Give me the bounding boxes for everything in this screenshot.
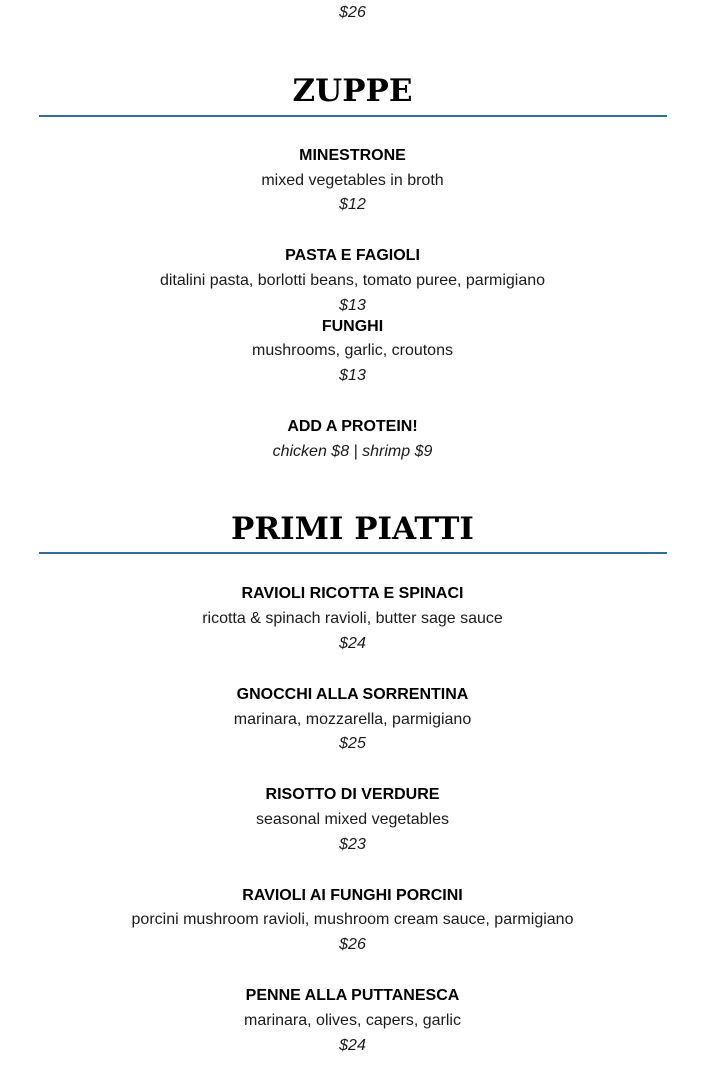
item-name: GNOCCHI ALLA SORRENTINA: [236, 686, 469, 703]
item-price: $13: [339, 297, 366, 314]
item-name: RAVIOLI RICOTTA E SPINACI: [241, 585, 464, 602]
item-description: ditalini pasta, borlotti beans, tomato puree, parmigiano: [159, 272, 546, 289]
item-price: $23: [339, 836, 366, 853]
item-description: ricotta & spinach ravioli, butter sage sauce: [202, 610, 503, 627]
item-price: $25: [339, 735, 366, 752]
item-price: $24: [339, 1037, 366, 1054]
item-name: PENNE ALLA PUTTANESCA: [245, 987, 460, 1004]
item-price: $24: [339, 635, 366, 652]
item-description: seasonal mixed vegetables: [255, 811, 449, 828]
item-name: ADD A PROTEIN!: [287, 418, 418, 435]
item-name: MINESTRONE: [299, 147, 406, 164]
item-description: mushrooms, garlic, croutons: [252, 342, 453, 359]
item-name: PASTA E FAGIOLI: [285, 247, 420, 264]
protein-options-note: chicken $8 | shrimp $9: [272, 443, 433, 460]
section-divider-zuppe: [39, 115, 667, 117]
item-name: FUNGHI: [321, 318, 384, 335]
item-price: $13: [339, 367, 366, 384]
item-description: porcini mushroom ravioli, mushroom cream sauce, parmigiano: [131, 911, 574, 928]
item-description: mixed vegetables in broth: [261, 172, 444, 189]
item-price: $12: [339, 196, 366, 213]
previous-item-price: $26: [339, 4, 366, 21]
section-divider-primi-piatti: [39, 552, 667, 554]
section-title-primi-piatti: PRIMI PIATTI: [231, 511, 474, 547]
item-name: RAVIOLI AI FUNGHI PORCINI: [242, 887, 463, 904]
section-title-zuppe: ZUPPE: [292, 73, 413, 109]
item-price: $26: [339, 936, 366, 953]
item-description: marinara, mozzarella, parmigiano: [233, 711, 472, 728]
item-name: RISOTTO DI VERDURE: [265, 786, 440, 803]
item-description: marinara, olives, capers, garlic: [244, 1012, 461, 1029]
